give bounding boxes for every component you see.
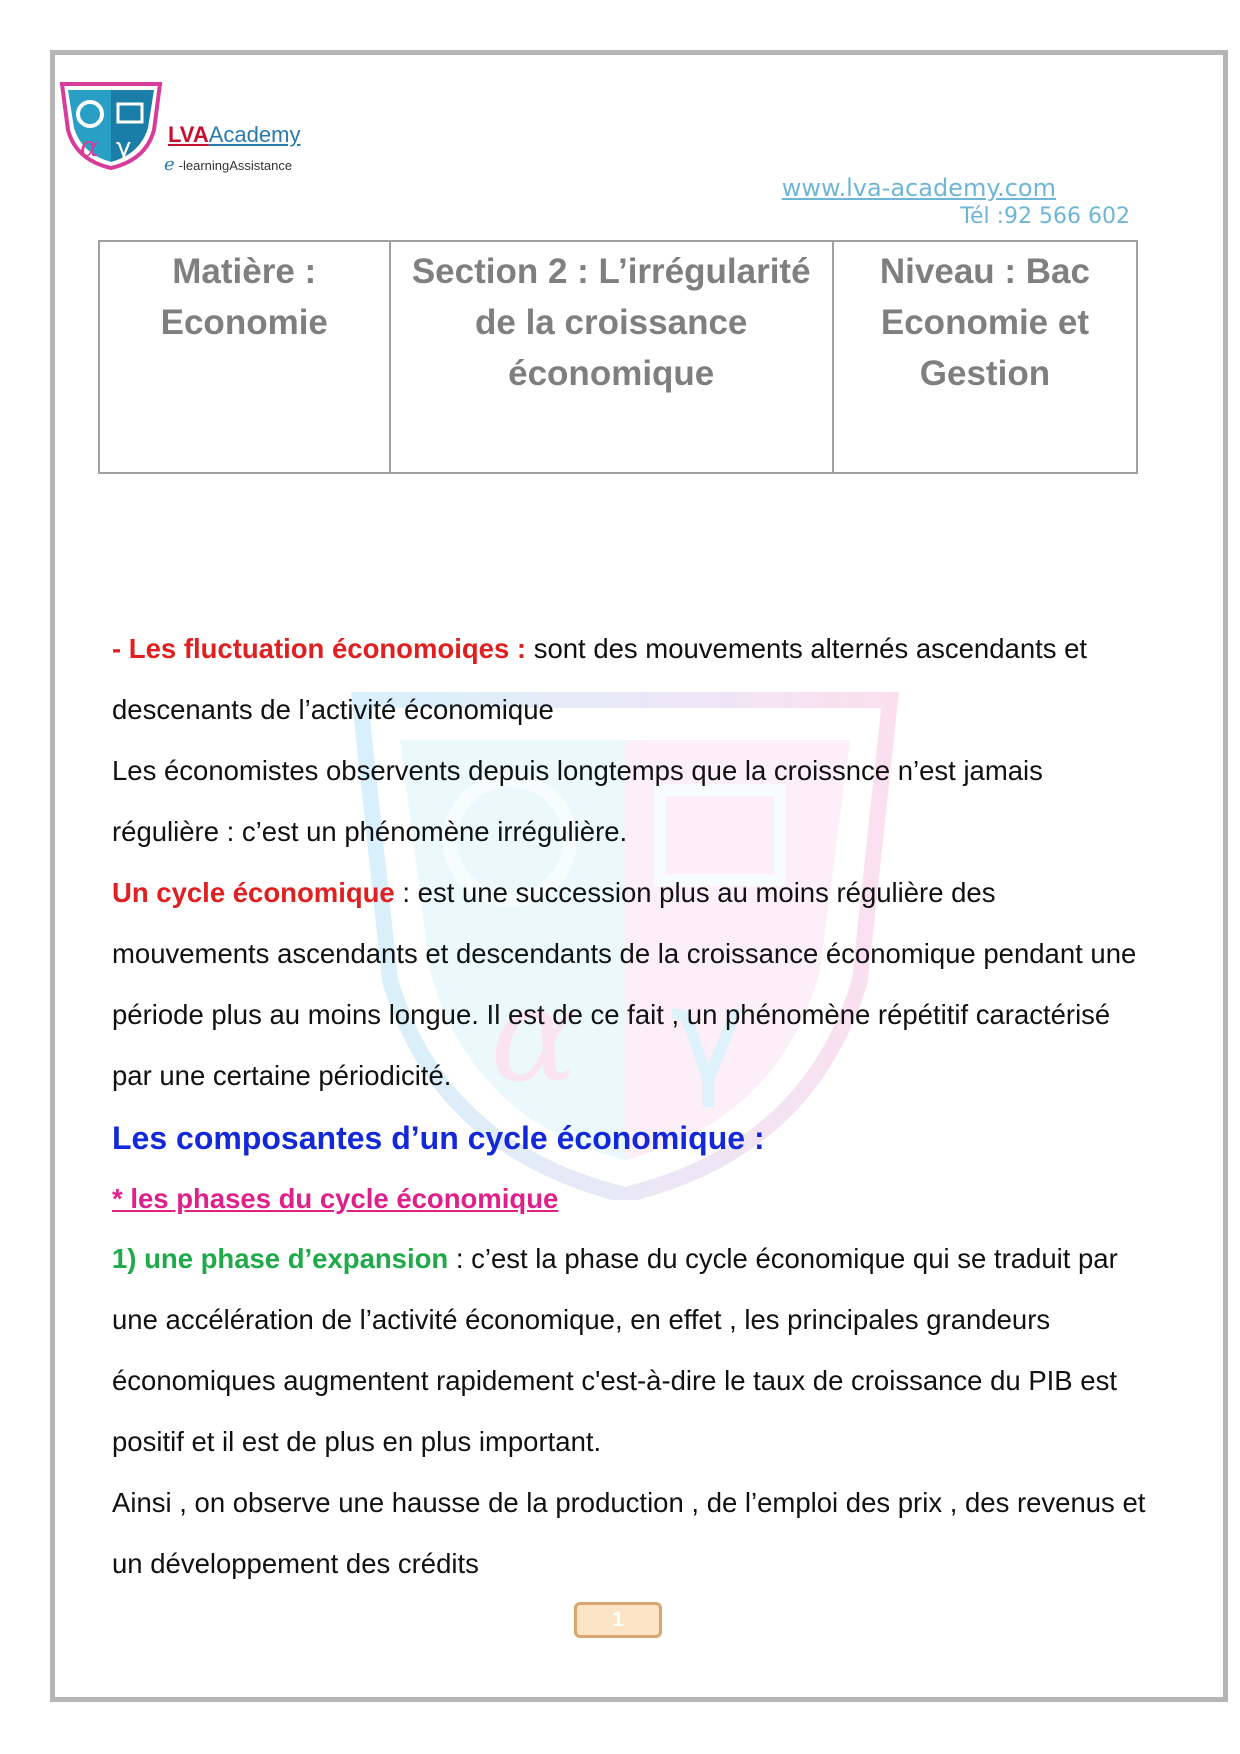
subject-cell: Matière : Economie	[99, 241, 390, 473]
paragraph-consequences: Ainsi , on observe une hausse de la production , de l’emploi des prix , des revenus et un développement des crédits	[112, 1487, 1146, 1579]
svg-text:α: α	[80, 130, 99, 163]
paragraph-expansion	[112, 1228, 1152, 1472]
definition-expansion: : c’est la phase du cycle économique qui se traduit par une accélération de l’activité économique, en effet , les principales grandeurs économiques augmentent rapidement c'est-à-dire le taux de croissance du PIB est positif et il est de plus en plus important.	[112, 1243, 1118, 1457]
paragraph-cycle	[112, 862, 1152, 1106]
paragraph-economists: Les économistes observents depuis longtemps que la croissnce n’est jamais régulière : c’est un phénomène irrégulière.	[112, 755, 1043, 847]
term-cycle: Un cycle économique	[112, 877, 395, 908]
page-number-badge: 1	[574, 1602, 662, 1638]
paragraph-fluctuations	[112, 618, 1152, 740]
website-link[interactable]: www.lva-academy.com	[781, 174, 1056, 202]
phone-number: Tél :92 566 602	[960, 204, 1130, 229]
info-table	[98, 240, 1138, 474]
brand-tagline	[164, 154, 292, 175]
brand-lva: LVA	[168, 122, 209, 147]
lva-academy-logo	[58, 80, 164, 170]
tagline-text: -learningAssistance	[178, 158, 293, 173]
brand-name	[168, 122, 300, 148]
heading-components: Les composantes d’un cycle économique :	[112, 1120, 765, 1156]
definition-fluctuations: sont des mouvements alternés ascendants et descenants de l’activité économique	[112, 633, 1088, 725]
definition-cycle: : est une succession plus au moins régulière des mouvements ascendants et descendants de la croissance économique pendant une période plus au moins longue. Il est de ce fait , un phénomène répétitif caractérisé par une certaine périodicité.	[112, 877, 1137, 1091]
subheading-phases: * les phases du cycle économique	[112, 1183, 559, 1214]
svg-text:γ: γ	[670, 959, 747, 1111]
svg-text:γ: γ	[116, 133, 132, 163]
term-expansion: 1) une phase d’expansion	[112, 1243, 449, 1274]
svg-text:α: α	[490, 959, 578, 1111]
tagline-e: e	[164, 154, 175, 175]
level-cell: Niveau : Bac Economie et Gestion	[833, 241, 1137, 473]
brand-academy: Academy	[208, 122, 301, 147]
term-fluctuations: - Les fluctuation économoiqes :	[112, 633, 527, 664]
section-cell: Section 2 : L’irrégularité de la croissance économique	[390, 241, 833, 473]
main-content	[112, 618, 1152, 1594]
